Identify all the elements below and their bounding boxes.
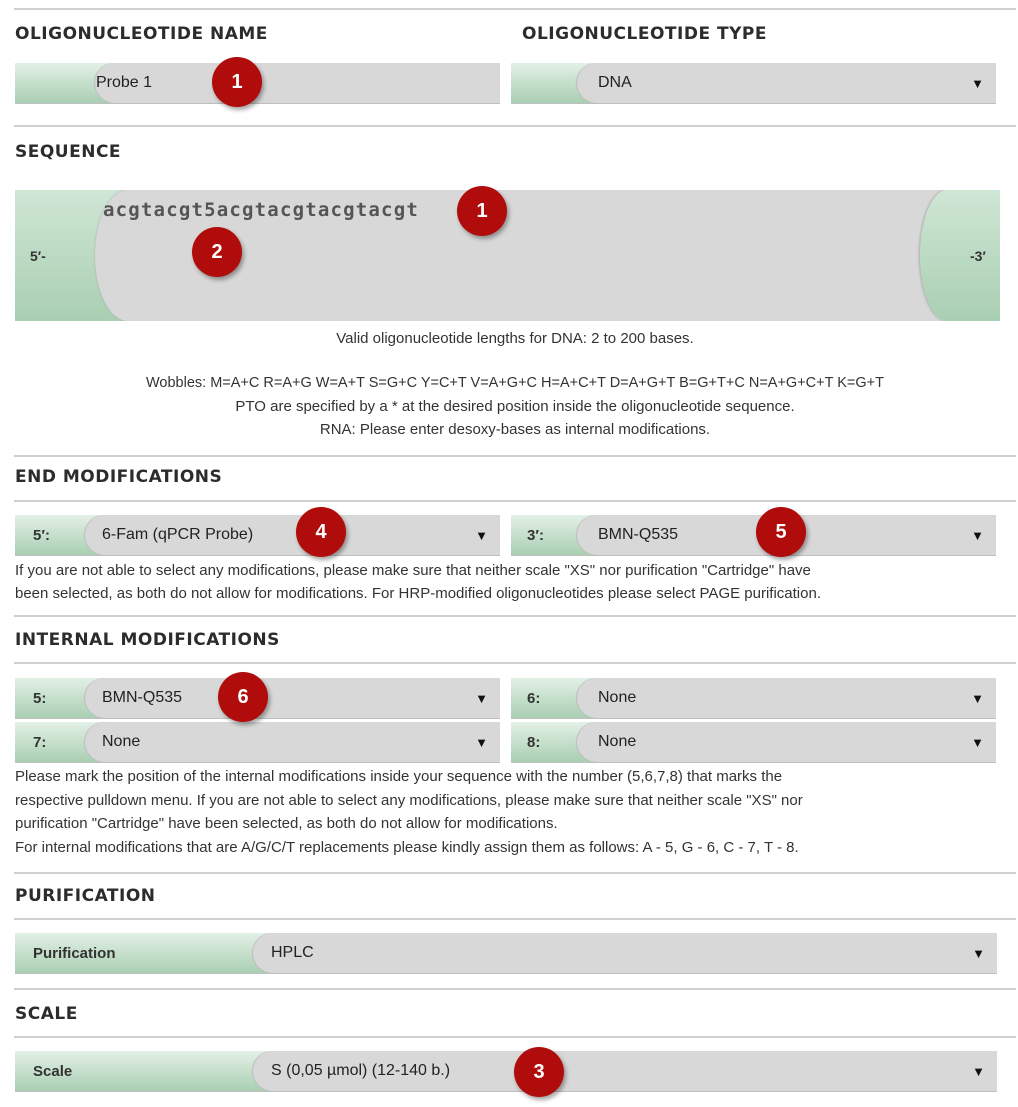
end-mod-note-line: If you are not able to select any modifications, please make sure that neither scale "XS" nor purification "Cartridge" have [15, 562, 811, 579]
internal-mod-6-value: None [598, 689, 637, 706]
field-body [85, 722, 500, 762]
internal-mod-note-line: Please mark the position of the internal modifications inside your sequence with the number (5,6,7,8) that marks the [15, 768, 783, 785]
divider [14, 988, 1016, 990]
end-mod-3-select[interactable] [511, 515, 996, 556]
scale-select[interactable] [15, 1051, 997, 1092]
annotation-badge: 3 [514, 1047, 564, 1097]
chevron-down-icon[interactable]: ▼ [475, 734, 488, 750]
chevron-down-icon[interactable]: ▼ [475, 690, 488, 706]
chevron-down-icon[interactable]: ▼ [971, 734, 984, 750]
name-section-title: OLIGONUCLEOTIDE NAME [15, 24, 268, 44]
divider [14, 455, 1016, 457]
divider [14, 872, 1016, 874]
sequence-5-prime-label: 5′- [30, 248, 46, 264]
purification-label: Purification [33, 944, 116, 962]
divider [14, 918, 1016, 920]
divider [14, 125, 1016, 127]
field-body [577, 63, 996, 103]
annotation-badge: 4 [296, 507, 346, 557]
chevron-down-icon[interactable]: ▼ [475, 527, 488, 543]
internal-mod-5-label: 5: [33, 689, 47, 707]
end-mod-5-select[interactable] [15, 515, 500, 556]
annotation-badge: 2 [192, 227, 242, 277]
internal-mod-note-line: For internal modifications that are A/G/C/T replacements please kindly assign them as follows: A - 5, G - 6, C - 7, T - 8. [15, 839, 799, 856]
sequence-3-prime-label: -3′ [970, 248, 986, 264]
annotation-badge: 6 [218, 672, 268, 722]
end-mod-5-label: 5′: [33, 526, 50, 544]
type-select[interactable] [511, 63, 996, 104]
internal-mod-section-title: INTERNAL MODIFICATIONS [15, 630, 280, 650]
sequence-length-note: Valid oligonucleotide lengths for DNA: 2 to 200 bases. [336, 330, 694, 347]
purification-section-title: PURIFICATION [15, 886, 156, 906]
end-mod-section-title: END MODIFICATIONS [15, 467, 223, 487]
divider [14, 8, 1016, 10]
end-mod-note-line: been selected, as both do not allow for modifications. For HRP-modified oligonucleotides please select PAGE purification. [15, 585, 821, 602]
internal-mod-note-line: respective pulldown menu. If you are not able to select any modifications, please make sure that neither scale "XS" nor [15, 792, 803, 809]
scale-value: S (0,05 µmol) (12-140 b.) [271, 1062, 451, 1079]
sequence-section-title: SEQUENCE [15, 142, 122, 162]
pto-note: PTO are specified by a * at the desired position inside the oligonucleotide sequence. [235, 398, 795, 415]
internal-mod-7-select[interactable] [15, 722, 500, 763]
annotation-badge: 5 [756, 507, 806, 557]
type-value: DNA [598, 74, 632, 91]
internal-mod-7-value: None [102, 733, 141, 750]
chevron-down-icon[interactable]: ▼ [971, 690, 984, 706]
type-section-title: OLIGONUCLEOTIDE TYPE [522, 24, 767, 44]
divider [14, 662, 1016, 664]
purification-select[interactable] [15, 933, 997, 974]
internal-mod-7-label: 7: [33, 733, 47, 751]
name-value: Probe 1 [96, 74, 153, 91]
rna-note: RNA: Please enter desoxy-bases as internal modifications. [319, 421, 711, 438]
chevron-down-icon[interactable]: ▼ [972, 1063, 985, 1079]
scale-label: Scale [33, 1062, 73, 1080]
annotation-badge: 1 [457, 186, 507, 236]
internal-mod-6-select[interactable] [511, 678, 996, 719]
end-mod-3-value: BMN-Q535 [598, 526, 679, 543]
purification-value: HPLC [271, 944, 314, 961]
field-body [253, 933, 997, 973]
field-body [95, 63, 500, 103]
chevron-down-icon[interactable]: ▼ [971, 75, 984, 91]
sequence-end-cap [920, 190, 1000, 321]
scale-section-title: SCALE [15, 1004, 78, 1024]
internal-mod-8-select[interactable] [511, 722, 996, 763]
field-body [577, 722, 996, 762]
internal-mod-5-value: BMN-Q535 [102, 689, 183, 706]
wobbles-note: Wobbles: M=A+C R=A+G W=A+T S=G+C Y=C+T V=A+G+C H=A+C+T D=A+G+T B=G+T+C N=A+G+C+T K=G+T [146, 375, 884, 391]
annotation-badge: 1 [212, 57, 262, 107]
chevron-down-icon[interactable]: ▼ [972, 945, 985, 961]
divider [14, 615, 1016, 617]
divider [14, 500, 1016, 502]
sequence-input[interactable] [15, 190, 1000, 321]
internal-mod-6-label: 6: [527, 689, 541, 707]
sequence-value: acgtacgt5acgtacgtacgtacgt [103, 199, 419, 221]
field-body [577, 678, 996, 718]
end-mod-5-value: 6-Fam (qPCR Probe) [102, 526, 254, 543]
divider [14, 1036, 1016, 1038]
end-mod-3-label: 3′: [527, 526, 544, 544]
internal-mod-note-line: purification "Cartridge" have been selected, as both do not allow for modifications. [15, 815, 558, 832]
internal-mod-8-label: 8: [527, 733, 541, 751]
internal-mod-8-value: None [598, 733, 637, 750]
chevron-down-icon[interactable]: ▼ [971, 527, 984, 543]
